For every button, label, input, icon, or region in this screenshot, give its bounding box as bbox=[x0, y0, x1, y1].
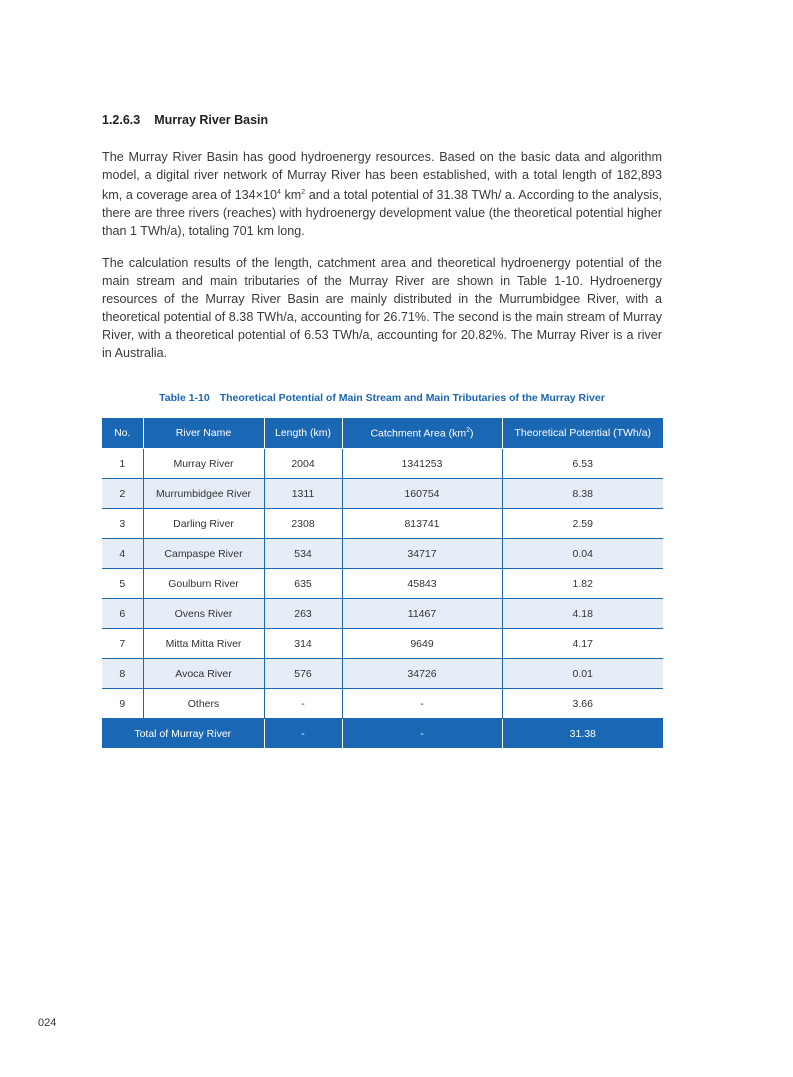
cell-no: 4 bbox=[102, 539, 143, 569]
cell-length: 2004 bbox=[264, 449, 342, 479]
cell-length: - bbox=[264, 689, 342, 719]
header-theoretical-potential: Theoretical Potential (TWh/a) bbox=[502, 418, 663, 449]
superscript: 4 bbox=[276, 189, 281, 196]
cell-potential: 6.53 bbox=[502, 449, 663, 479]
table-row bbox=[102, 509, 663, 539]
cell-potential: 0.01 bbox=[502, 659, 663, 689]
potential-table bbox=[102, 417, 663, 749]
cell-river-name: Goulburn River bbox=[143, 569, 264, 599]
cell-catchment-area: 45843 bbox=[342, 569, 502, 599]
cell-potential: 0.04 bbox=[502, 539, 663, 569]
total-potential: 31.38 bbox=[502, 719, 663, 749]
cell-length: 1311 bbox=[264, 479, 342, 509]
cell-potential: 2.59 bbox=[502, 509, 663, 539]
table-row bbox=[102, 599, 663, 629]
cell-potential: 4.18 bbox=[502, 599, 663, 629]
superscript: 2 bbox=[301, 189, 306, 196]
total-length: - bbox=[264, 719, 342, 749]
cell-catchment-area: - bbox=[342, 689, 502, 719]
cell-catchment-area: 34726 bbox=[342, 659, 502, 689]
cell-length: 635 bbox=[264, 569, 342, 599]
cell-river-name: Others bbox=[143, 689, 264, 719]
cell-potential: 4.17 bbox=[502, 629, 663, 659]
cell-no: 3 bbox=[102, 509, 143, 539]
cell-no: 1 bbox=[102, 449, 143, 479]
superscript: 2 bbox=[466, 426, 471, 434]
cell-no: 8 bbox=[102, 659, 143, 689]
header-catchment-area: Catchment Area $(km^2)$ bbox=[342, 418, 502, 449]
cell-no: 9 bbox=[102, 689, 143, 719]
cell-potential: 1.82 bbox=[502, 569, 663, 599]
header-no: No. bbox=[102, 418, 143, 449]
table-row bbox=[102, 449, 663, 479]
cell-river-name: Murray River bbox=[143, 449, 264, 479]
section-title: Murray River Basin bbox=[154, 113, 269, 127]
paragraph-text: and a total potential of 31.38 TWh/ a. According to the analysis, there are three rivers (reaches) with hydroenergy development value (the theoretical potential higher than 1 TWh/a), totaling 701 km long. bbox=[102, 188, 662, 239]
cell-length: 534 bbox=[264, 539, 342, 569]
table-total-row bbox=[102, 719, 663, 749]
table-header-row bbox=[102, 418, 663, 449]
cell-catchment-area: 9649 bbox=[342, 629, 502, 659]
cell-river-name: Ovens River bbox=[143, 599, 264, 629]
table-row bbox=[102, 539, 663, 569]
cell-catchment-area: 1341253 bbox=[342, 449, 502, 479]
total-catchment-area: - bbox=[342, 719, 502, 749]
paragraph-2: The calculation results of the length, catchment area and theoretical hydroenergy potential of the main stream and main tributaries of the Murray River are shown in Table 1-10. Hydroenergy resources of the Murray River Basin are mainly distributed in the Murrumbidgee River, with a theoretical potential of 8.38 TWh/a, accounting for 26.71%. The second is the main stream of Murray River, with a theoretical potential of 6.53 TWh/a, accounting for 20.82%. The Murray River is a river in Australia. bbox=[102, 256, 662, 360]
table-row bbox=[102, 629, 663, 659]
cell-river-name: Darling River bbox=[143, 509, 264, 539]
table-row bbox=[102, 569, 663, 599]
cell-no: 2 bbox=[102, 479, 143, 509]
paragraph-1 bbox=[102, 148, 662, 240]
table-row bbox=[102, 689, 663, 719]
paragraph-text: The Murray River Basin has good hydroenergy resources. Based on the basic data and algorithm model, a digital river network of Murray River has been established, with a total length of 182,893 km, a coverage area of 134×10 bbox=[102, 150, 662, 203]
page-number: 024 bbox=[38, 1017, 57, 1029]
section-heading bbox=[102, 113, 268, 127]
cell-length: 576 bbox=[264, 659, 342, 689]
table-row bbox=[102, 659, 663, 689]
section-number: 1.2.6.3 bbox=[102, 113, 141, 127]
cell-catchment-area: 34717 bbox=[342, 539, 502, 569]
cell-river-name: Campaspe River bbox=[143, 539, 264, 569]
table-caption bbox=[102, 392, 662, 404]
cell-potential: 3.66 bbox=[502, 689, 663, 719]
caption-number: Table 1-10 bbox=[159, 392, 210, 404]
table-row bbox=[102, 479, 663, 509]
cell-length: 263 bbox=[264, 599, 342, 629]
header-river-name: River Name bbox=[143, 418, 264, 449]
header-length: Length (km) bbox=[264, 418, 342, 449]
cell-potential: 8.38 bbox=[502, 479, 663, 509]
caption-title: Theoretical Potential of Main Stream and Main Tributaries of the Murray River bbox=[219, 392, 605, 404]
cell-length: 314 bbox=[264, 629, 342, 659]
paragraph-text: km bbox=[280, 188, 302, 203]
cell-river-name: Avoca River bbox=[143, 659, 264, 689]
cell-no: 5 bbox=[102, 569, 143, 599]
cell-catchment-area: 11467 bbox=[342, 599, 502, 629]
cell-length: 2308 bbox=[264, 509, 342, 539]
header-text: Catchment Area (km bbox=[370, 427, 467, 440]
total-label: Total of Murray River bbox=[102, 719, 264, 749]
cell-catchment-area: 160754 bbox=[342, 479, 502, 509]
cell-river-name: Mitta Mitta River bbox=[143, 629, 264, 659]
cell-no: 6 bbox=[102, 599, 143, 629]
cell-river-name: Murrumbidgee River bbox=[143, 479, 264, 509]
cell-no: 7 bbox=[102, 629, 143, 659]
cell-catchment-area: 813741 bbox=[342, 509, 502, 539]
